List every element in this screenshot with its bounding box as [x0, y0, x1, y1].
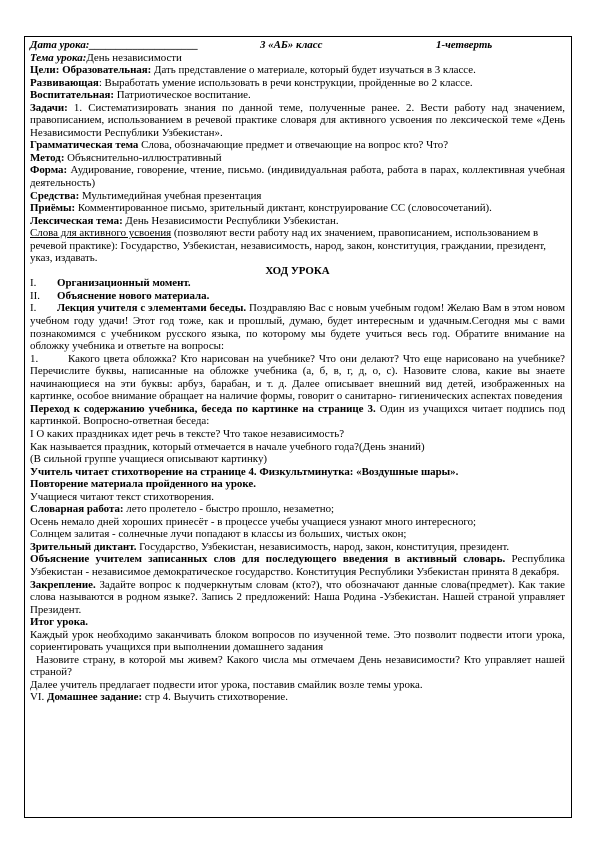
- method: [30, 152, 565, 165]
- grammar-text: Слова, обозначающие предмет и отвечающие на вопрос кто? Что?: [138, 139, 449, 152]
- step-lecture-num: I.: [30, 302, 37, 315]
- explanation-text: Республика Узбекистан - независимое демократическое государство. Конституция Республики Узбекистан принята 8 декабря.: [30, 553, 566, 578]
- dictionary-1: [30, 503, 565, 516]
- step-org-num: I.: [30, 277, 37, 290]
- step-lecture-bold: Лекция учителя с элементами беседы.: [57, 302, 247, 315]
- dev-label: Развивающая: [30, 76, 99, 89]
- form: [30, 164, 565, 189]
- poem-text: Учитель читает стихотворение на странице 4. Физкультминутка: «Воздушные шары».: [30, 465, 459, 478]
- homework-text: стр 4. Выучить стихотворение.: [142, 691, 288, 704]
- lesson-title: [30, 265, 565, 278]
- method-label: Метод:: [30, 151, 65, 164]
- techniques: [30, 202, 565, 215]
- homework-num: VI.: [30, 691, 45, 704]
- consolidation-text: Задайте вопрос к подчеркнутым словам (кто?), что обозначают данные слова(предмет). Как такие слова называются в родном языке?. Запись 2 предложений: Наша Родина -Узбекистан. Нашей страной управляет Президент.: [30, 578, 565, 616]
- vos-label: Воспитательная:: [30, 89, 115, 102]
- review-bold: Повторение материала пройденного на уроке.: [30, 478, 256, 491]
- topic-value: День независимости: [86, 51, 182, 64]
- date-label: Дата урока:: [30, 39, 90, 51]
- transition: [30, 403, 565, 428]
- step-new: [30, 290, 565, 303]
- means-label: Средства:: [30, 189, 80, 202]
- tasks-label: Задачи:: [30, 101, 68, 114]
- qa-3: (В сильной группе учащиеся описывают картинку): [30, 453, 268, 466]
- summary-title: [30, 616, 565, 629]
- edu-text: Дать представление о материале, который будет изучаться в 3 классе.: [151, 64, 476, 77]
- tasks-text: 1. Систематизировать знания по данной теме, полученные ранее. 2. Вести работу над значением, правописанием, использованием в речевой практике словаря для активного усвоения по лексической теме «День Независимости Республики Узбекистан».: [30, 101, 565, 139]
- visual-dictation-label: Зрительный диктант.: [30, 540, 137, 553]
- means: [30, 190, 565, 203]
- vos-text: Патриотическое воспитание.: [114, 89, 251, 102]
- goals-label: Цели:: [30, 64, 60, 77]
- transition-text: Один из учащихся читает подпись под картинкой. Вопросно-ответная беседа:: [30, 402, 565, 428]
- quarter-label: 1-четверть: [436, 39, 493, 51]
- visual-dictation-text: Государство, Узбекистан, независимость, народ, закон, конституция, президент.: [136, 540, 510, 553]
- header-row: [30, 39, 565, 52]
- review-text: Учащиеся читают текст стихотворения.: [30, 490, 215, 503]
- goals-vos: [30, 89, 565, 102]
- consolidation-label: Закрепление.: [30, 578, 96, 591]
- transition-bold: Переход к содержанию учебника, беседа по картинке на странице 3.: [30, 402, 376, 415]
- topic-line: [30, 52, 565, 65]
- question-num: 1.: [30, 352, 39, 365]
- dev-text: : Выработать умение использовать в речи конструкции, пройденные во 2 классе.: [98, 76, 473, 89]
- lesson-plan-page: [24, 36, 572, 818]
- lexical: [30, 215, 565, 228]
- qa-2: Как называется праздник, который отмечается в начале учебного года?(День знаний): [30, 440, 425, 453]
- step-lecture: [30, 302, 565, 352]
- dictionary-3: Солнцем залитая - солнечные лучи попадают в классы из больших, чистых окон;: [30, 528, 407, 541]
- homework-label: Домашнее задание:: [46, 691, 143, 704]
- explanation-label: Объяснение учителем записанных слов для последующего введения в активный словарь.: [30, 553, 506, 566]
- step-new-num: II.: [30, 289, 40, 302]
- homework: [30, 691, 565, 704]
- summary-p1: Каждый урок необходимо заканчивать блоком вопросов по изученной теме. Это позволит подвести итоги урока, сориентировать учащихся при выполнении домашнего задания: [30, 628, 565, 654]
- method-text: Объяснительно-иллюстративный: [64, 151, 222, 164]
- class-label: 3 «АБ» класс: [260, 39, 323, 51]
- techniques-label: Приёмы:: [30, 202, 76, 215]
- lexical-text: День Независимости Республики Узбекистан.: [122, 214, 339, 227]
- qa-1: I О каких праздниках идет речь в тексте? Что такое независимость?: [30, 427, 345, 440]
- lesson-title-text: ХОД УРОКА: [265, 264, 330, 277]
- consolidation: [30, 579, 565, 617]
- dictionary-2: Осень немало дней хороших принесёт - в процессе учебы учащиеся узнают много интересного;: [30, 515, 477, 528]
- vocab-label: Слова для активного усвоения: [30, 227, 172, 240]
- tasks: [30, 102, 565, 140]
- date-field: [30, 39, 260, 52]
- dictionary-label: Словарная работа:: [30, 503, 124, 516]
- step-lecture-text: Поздравляю Вас с новым учебным годом! Желаю Вам в этом новом учебном году удачи! Этот год тоже, как и прошлый, думаю, будет интересным и удачным.Сегодня мы с вами познакомимся с учебником русского языка, по которому мы будете учиться весь год. Обратите внимание на обложку учебника и ответьте на вопросы:: [30, 302, 566, 353]
- edu-label: Образовательная:: [62, 64, 152, 77]
- summary-label: Итог урока.: [30, 616, 89, 629]
- means-text: Мультимедийная учебная презентация: [79, 189, 262, 202]
- dictionary-line1: лето пролетело - быстро прошло, незаметно;: [123, 503, 335, 516]
- poem: [30, 466, 565, 479]
- review: [30, 478, 565, 491]
- question-text: Какого цвета обложка? Кто нарисован на учебнике? Что они делают? Что еще нарисовано на учебнике? Перечислите буквы, написанные на обложке учебника (а, б, в, г, д, о, с). Назовите слова, какие вы знаете начинающиеся на эти буквы: арбуз, барабан, и т. д. Далее описывает внешний вид детей, изображенных на картинке, особое внимание обращает на наличие формы, говорит о санитарно- гигиенических аспектах поведения: [30, 352, 565, 403]
- grammar: [30, 139, 565, 152]
- step-org: [30, 277, 565, 290]
- goals-edu: [30, 64, 565, 77]
- step-org-text: Организационный момент.: [57, 277, 191, 290]
- lexical-label: Лексическая тема:: [30, 214, 123, 227]
- vocab-text: (позволяют вести работу над их значением, правописанием, использованием в речевой практике): Государство, Узбекистан, независимость, народ, закон, конституция, граждании, президент, указ, издавать.: [30, 227, 546, 265]
- date-blank: ____________________: [89, 39, 199, 51]
- techniques-text: Комментированное письмо, зрительный диктант, конструирование СС (словосочетаний).: [75, 202, 492, 215]
- vocab: [30, 227, 565, 265]
- summary-p2: Назовите страну, в которой мы живем? Какого числа мы отмечаем День независимости? Кто управляет нашей страной?: [30, 653, 565, 679]
- form-text: Аудирование, говорение, чтение, письмо. (индивидуальная работа, работа в парах, коллективная учебная деятельность): [30, 164, 565, 190]
- step-new-text: Объяснение нового материала.: [57, 289, 210, 302]
- explanation: [30, 553, 565, 578]
- form-label: Форма:: [30, 164, 68, 177]
- question-block: [30, 353, 565, 403]
- goals-dev: [30, 77, 565, 90]
- grammar-label: Грамматическая тема: [30, 139, 139, 152]
- summary-p3: Далее учитель предлагает подвести итог урока, поставив смайлик возле темы урока.: [30, 678, 423, 691]
- visual-dictation: [30, 541, 565, 554]
- step-lecture-body: [30, 302, 565, 352]
- topic-label: Тема урока:: [30, 51, 87, 64]
